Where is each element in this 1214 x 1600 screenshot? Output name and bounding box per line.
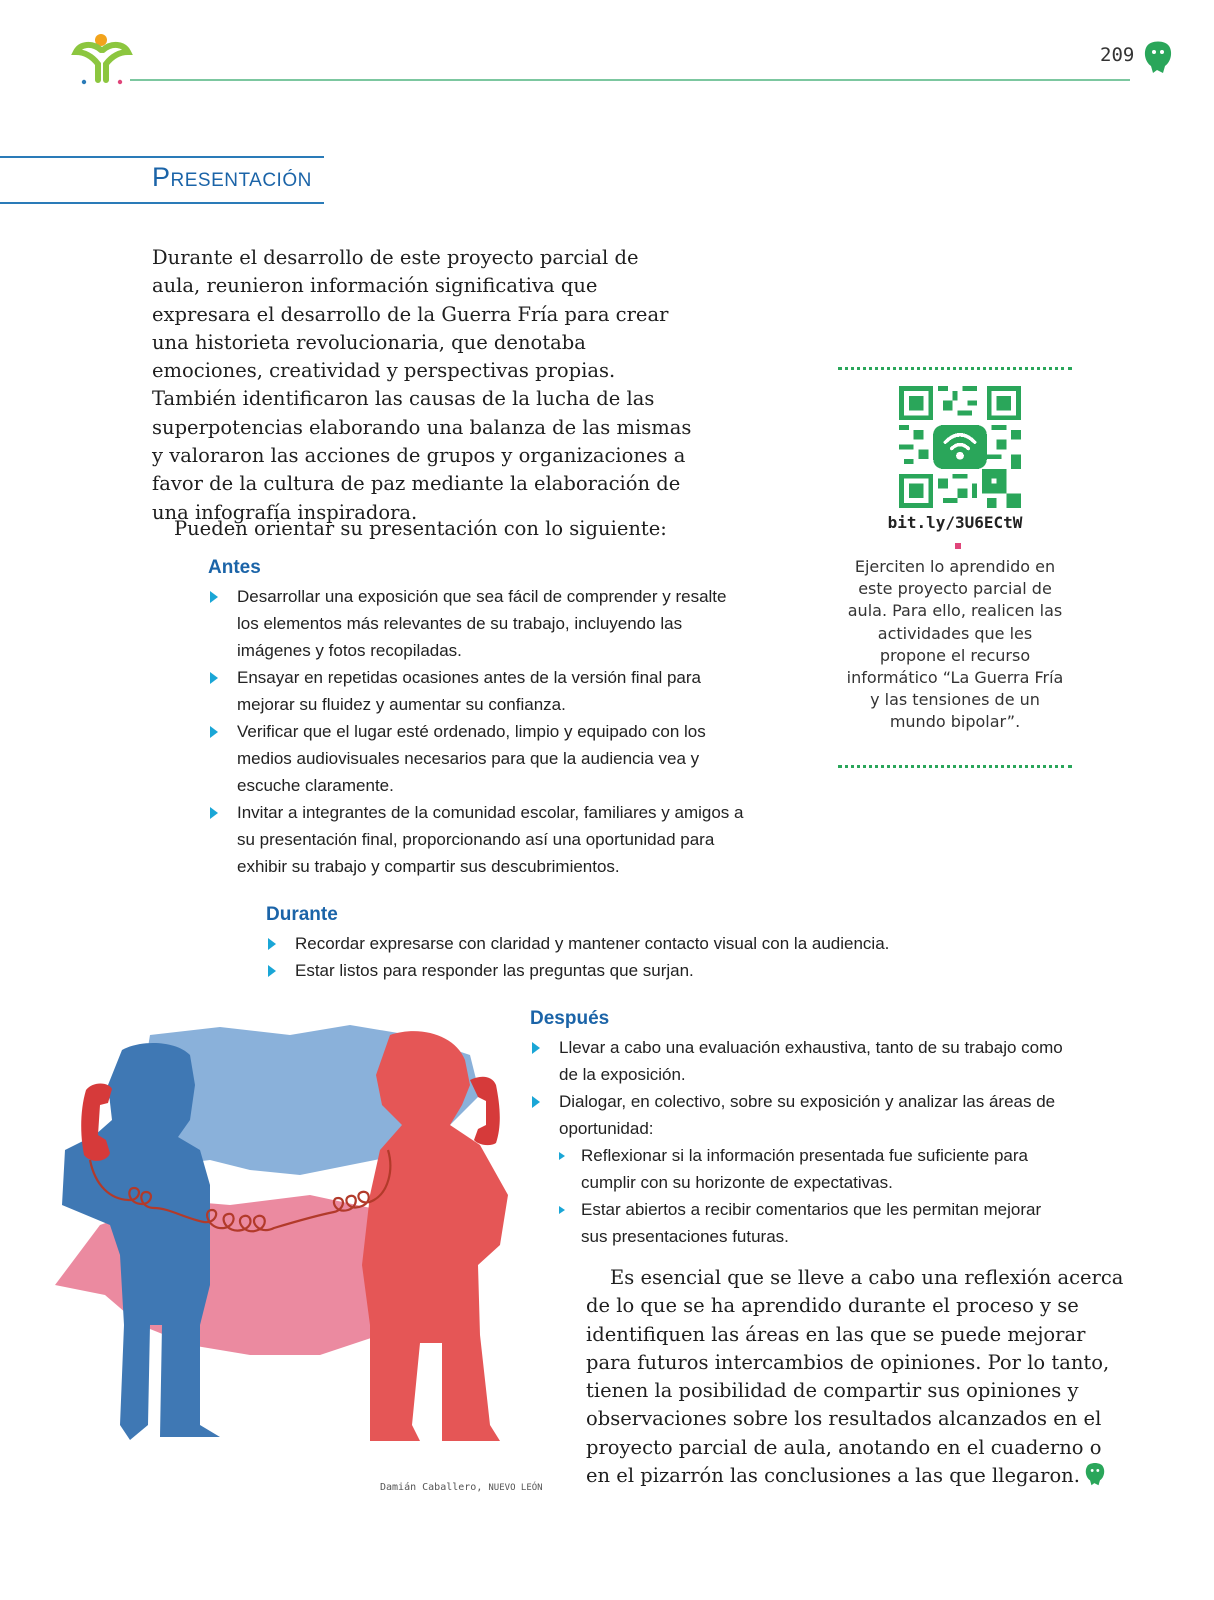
bullet-triangle-icon — [268, 965, 276, 977]
credit-name: Damián Caballero, — [380, 1482, 483, 1493]
bullet-triangle-icon — [210, 726, 218, 738]
cold-war-telephone-illustration — [50, 1025, 530, 1455]
qr-box-dot — [955, 543, 961, 549]
qr-code-icon[interactable] — [899, 386, 1021, 508]
qr-box-description: Ejerciten lo aprendido en este proyecto parcial de aula. Para ello, realicen las actividades que les propone el recurso informático “La Guerra Fría y las tensiones de un mundo bipolar”. — [846, 557, 1064, 732]
list-item — [208, 664, 748, 718]
bullet-small-triangle-icon — [559, 1206, 565, 1214]
bullet-triangle-icon — [268, 938, 276, 950]
bullet-triangle-icon — [532, 1096, 540, 1108]
despues-list — [530, 1034, 1070, 1250]
page-number: 209 — [1100, 44, 1135, 66]
page-title: Presentación — [152, 162, 312, 192]
list-item — [208, 718, 748, 799]
list-item-text: Dialogar, en colectivo, sobre su exposición y analizar las áreas de oportunidad: — [559, 1092, 1056, 1138]
bullet-small-triangle-icon — [559, 1152, 565, 1160]
closing-paragraph — [586, 1264, 1126, 1490]
antes-list — [208, 583, 748, 880]
list-item-text: Desarrollar una exposición que sea fácil de comprender y resalte los elementos más relevantes de su trabajo, incluyendo las imágenes y fotos recopiladas. — [237, 587, 727, 660]
sublist-item-text: Estar abiertos a recibir comentarios que les permitan mejorar sus presentaciones futuras. — [581, 1200, 1042, 1246]
list-item — [208, 799, 748, 880]
despues-sublist — [559, 1142, 1070, 1250]
title-bottom-rule — [0, 202, 324, 204]
list-item-text: Invitar a integrantes de la comunidad escolar, familiares y amigos a su presentación final, proporcionando así una oportunidad para exhibir su trabajo y compartir sus descubrimientos. — [237, 803, 744, 876]
list-item — [530, 1034, 1070, 1088]
header-rule — [130, 79, 1130, 81]
qr-box-bottom-rule — [838, 765, 1072, 768]
list-item-text: Llevar a cabo una evaluación exhaustiva, tanto de su trabajo como de la exposición. — [559, 1038, 1063, 1084]
qr-box-top-rule — [838, 367, 1072, 370]
bullet-triangle-icon — [532, 1042, 540, 1054]
list-item — [208, 583, 748, 664]
qr-url-link[interactable]: bit.ly/3U6ECtW — [887, 513, 1023, 532]
lead-sentence: Pueden orientar su presentación con lo siguiente: — [174, 517, 667, 540]
bullet-triangle-icon — [210, 672, 218, 684]
list-item — [530, 1088, 1070, 1250]
durante-list — [266, 930, 946, 984]
credit-place: NUEVO LEÓN — [488, 1483, 543, 1493]
list-item-text: Verificar que el lugar esté ordenado, limpio y equipado con los medios audiovisuales necesarios para que la audiencia vea y escuche claramente. — [237, 722, 706, 795]
list-item-text: Ensayar en repetidas ocasiones antes de la versión final para mejorar su fluidez y aumentar su confianza. — [237, 668, 702, 714]
green-mascot-icon — [1143, 40, 1173, 74]
despues-heading: Después — [530, 1008, 610, 1029]
list-item-text: Estar listos para responder las preguntas que surjan. — [295, 961, 694, 980]
sublist-item — [559, 1196, 1070, 1250]
bullet-triangle-icon — [210, 807, 218, 819]
blue-phone-receiver — [81, 1083, 112, 1160]
illustration-credit — [380, 1482, 543, 1493]
closing-text: Es esencial que se lleve a cabo una reflexión acerca de lo que se ha aprendido durante el proceso y se identifiquen las áreas en las que se puede mejorar para futuros intercambios de opiniones. Por lo tanto, tienen la posibilidad de compartir sus opiniones y observaciones sobre los resultados alcanzados en el proyecto parcial de aula, anotando en el cuaderno o en el pizarrón las conclusiones a las que llegaron. — [586, 1266, 1124, 1488]
antes-heading: Antes — [208, 557, 261, 578]
sublist-item — [559, 1142, 1070, 1196]
bullet-triangle-icon — [210, 591, 218, 603]
list-item — [266, 930, 946, 957]
green-mascot-icon — [1084, 1462, 1106, 1486]
list-item — [266, 957, 946, 984]
title-top-rule — [0, 156, 324, 158]
intro-paragraph: Durante el desarrollo de este proyecto parcial de aula, reunieron información significativa que expresara el desarrollo de la Guerra Fría para crear una historieta revolucionaria, que denotaba emociones, creatividad y perspectivas propias. También identificaron las causas de la lucha de las superpotencias elaborando una balanza de las mismas y valoraron las acciones de grupos y organizaciones a favor de la cultura de paz mediante la elaboración de una infografía inspiradora. — [152, 246, 692, 524]
sublist-item-text: Reflexionar si la información presentada fue suficiente para cumplir con su horizonte de expectativas. — [581, 1146, 1028, 1192]
sprout-figure-logo — [70, 30, 134, 88]
list-item-text: Recordar expresarse con claridad y mantener contacto visual con la audiencia. — [295, 934, 890, 953]
durante-heading: Durante — [266, 904, 338, 925]
red-phone-receiver — [470, 1077, 500, 1145]
